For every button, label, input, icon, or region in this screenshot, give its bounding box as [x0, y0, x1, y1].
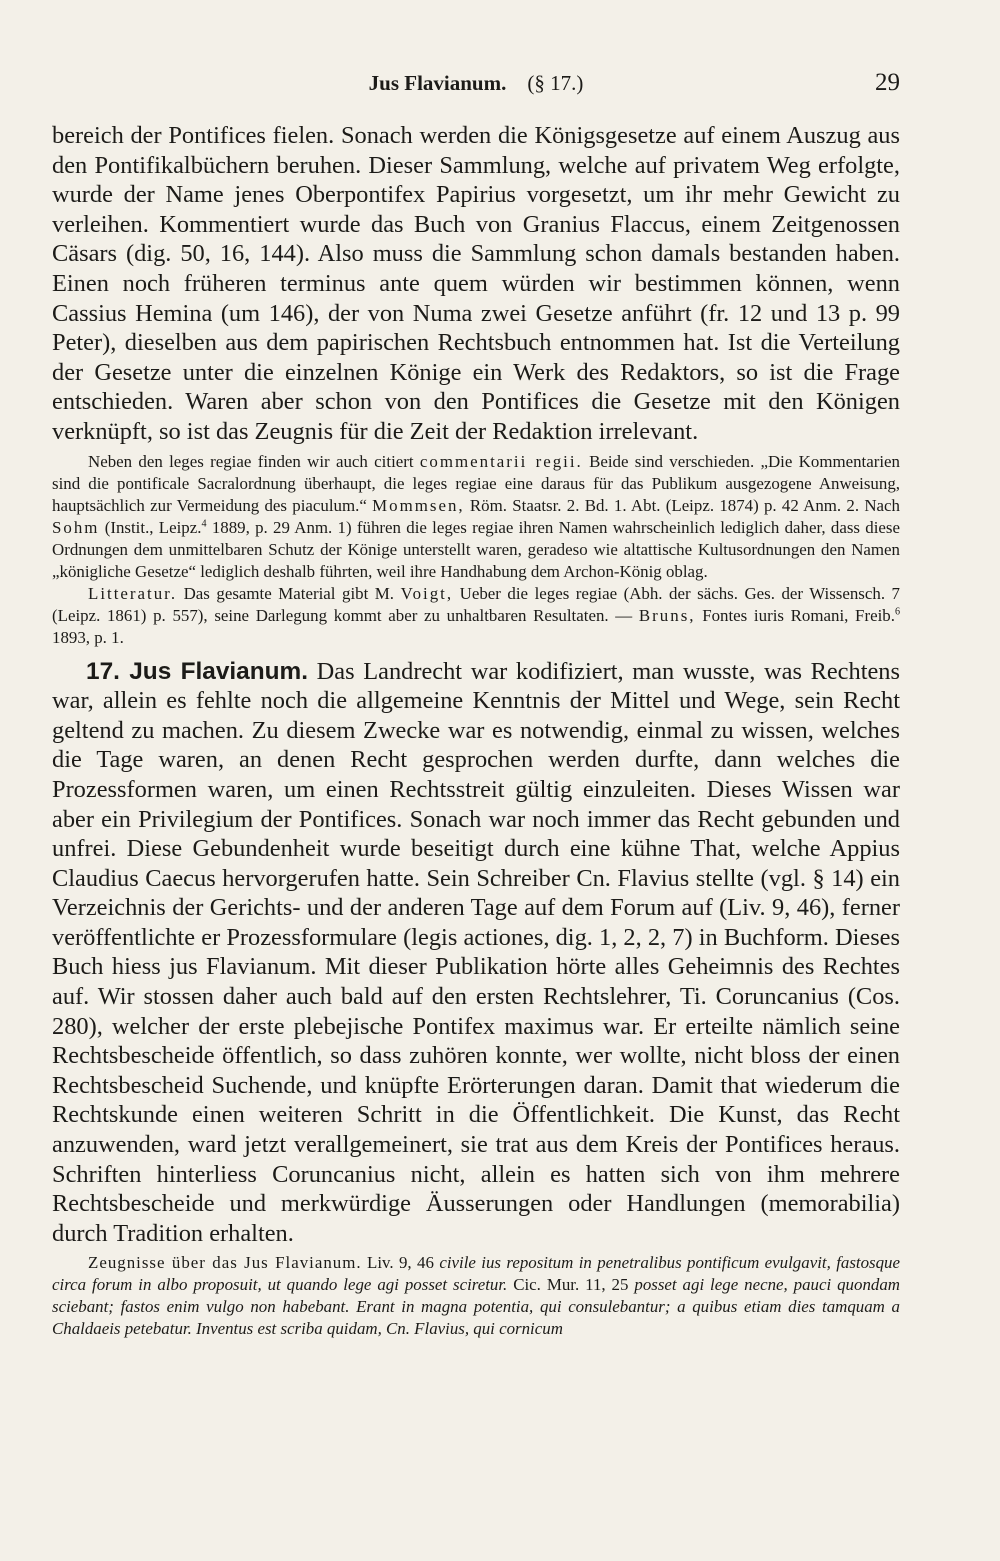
running-head-section: (§ 17.) [527, 71, 584, 95]
footnote-leges-regiae: Neben den leges regiae finden wir auch citiert commentarii regii. Beide sind verschieden. „Die Kommentarien sind die pontificale Sacralordnung überhaupt, die leges regiae eine daraus für das Publikum ausgezogene Anweisung, hauptsächlich zur Vermeidung des piaculum.“ Mommsen, Röm. Staatsr. 2. Bd. 1. Abt. (Leipz. 1874) p. 42 Anm. 2. Nach Sohm (Instit., Leipz.$^4$ 1889, p. 29 Anm. 1) führen die leges regiae ihren Namen wahrscheinlich lediglich daher, dass diese Ordnungen dem unmittelbaren Schutz der Könige unterstellt waren, geradeso wie altattische Kultusordnungen den Namen „königliche Gesetze“ lediglich deshalb führten, weil ihre Handhabung dem Archon-König oblag. [52, 451, 900, 581]
section-17-text: Das Landrecht war kodifiziert, man wusste, was Rechtens war, allein es fehlte noch die allgemeine Kenntnis der Mittel und Wege, sein Recht geltend zu machen. Zu diesem Zwecke war es notwendig, einmal zu wissen, welches die Tage waren, an denen Recht gesprochen werden durfte, dann welches die Prozessformen waren, um einen Rechtsstreit gültig einzuleiten. Dieses Wissen war aber ein Privilegium der Pontifices. Sonach war noch immer das Recht gebunden und unfrei. Diese Gebundenheit wurde beseitigt durch eine kühne That, welche Appius Claudius Caecus hervorgerufen hatte. Sein Schreiber Cn. Flavius stellte (vgl. § 14) ein Verzeichnis der Gerichts- und der anderen Tage auf dem Forum auf (Liv. 9, 46), ferner veröffentlichte er Prozessformulare (legis actiones, dig. 1, 2, 2, 7) in Buchform. Dieses Buch hiess jus Flavianum. Mit dieser Publikation hörte alles Geheimnis des Rechtes auf. Wir stossen daher auch bald auf den ersten Rechtslehrer, Ti. Coruncanius (Cos. 280), welcher der erste plebejische Pontifex maximus war. Er erteilte nämlich seine Rechtsbescheide öffentlich, so dass zuhören konnte, wer wollte, nicht bloss der einen Rechtsbescheid Suchende, und knüpfte Erörterungen daran. Damit that wiederum die Rechtskunde einen weiteren Schritt in die Öffentlichkeit. Die Kunst, das Recht anzuwenden, ward jetzt verallgemeinert, sie trat aus dem Kreis der Pontifices heraus. Schriften hinterliess Coruncanius nicht, allein es hatten sich von ihm mehrere Rechtsbescheide und merkwürdige Äusserungen oder Handlungen (memorabilia) durch Tradition erhalten. [52, 657, 900, 1247]
page-number: 29 [875, 69, 900, 96]
running-head-title [52, 66, 900, 100]
footnote-litteratur: Litteratur. Das gesamte Material gibt M. Voigt, Ueber die leges regiae (Abh. der sächs. Ges. der Wissensch. 7 (Leipz. 1861) p. 557), seine Darlegung kommt aber zu unhaltbaren Resultaten. — Bruns, Fontes iuris Romani, Freib.$^6$ 1893, p. 1. [52, 583, 901, 647]
main-text [52, 121, 900, 1340]
running-head-title-bold: Jus Flavianum. [368, 71, 507, 95]
running-head [52, 66, 900, 100]
footnote-zeugnisse: Zeugnisse über das Jus Flavianum. Liv. 9, 46 civile ius repositum in penetralibus pontificum evulgavit, fastosque circa forum in albo proposuit, ut quando lege agi posset sciretur. Cic. Mur. 11, 25 posset agi lege necne, pauci quondam sciebant; fastos enim vulgo non habebant. Erant in magna potentia, qui consulebantur; a quibus etiam dies tamquam a Chaldaeis petebatur. Inventus est scriba quidam, Cn. Flavius, qui cornicum [52, 1253, 901, 1339]
section-17-paragraph [52, 657, 900, 1249]
paragraph-continued: bereich der Pontifices fielen. Sonach werden die Königsgesetze auf einem Auszug aus den Pontifikalbüchern beruhen. Dieser Sammlung, welche auf privatem Weg erfolgte, wurde der Name jenes Oberpontifex Papirius vorgesetzt, um ihr mehr Gewicht zu verleihen. Kommentiert wurde das Buch von Granius Flaccus, einem Zeitgenossen Cäsars (dig. 50, 16, 144). Also muss die Sammlung schon damals bestanden haben. Einen noch früheren terminus ante quem würden wir bestimmen können, wenn Cassius Hemina (um 146), der von Numa zwei Gesetze anführt (fr. 12 und 13 p. 99 Peter), dieselben aus dem papirischen Rechtsbuch entnommen hat. Ist die Verteilung der Gesetze unter die einzelnen Könige ein Werk des Redaktors, so ist die Frage entschieden. Waren aber schon von den Pontifices die Gesetze mit den Königen verknüpft, so ist das Zeugnis für die Zeit der Redaktion irrelevant. [52, 122, 900, 445]
section-heading: 17. Jus Flavianum. [86, 657, 308, 685]
